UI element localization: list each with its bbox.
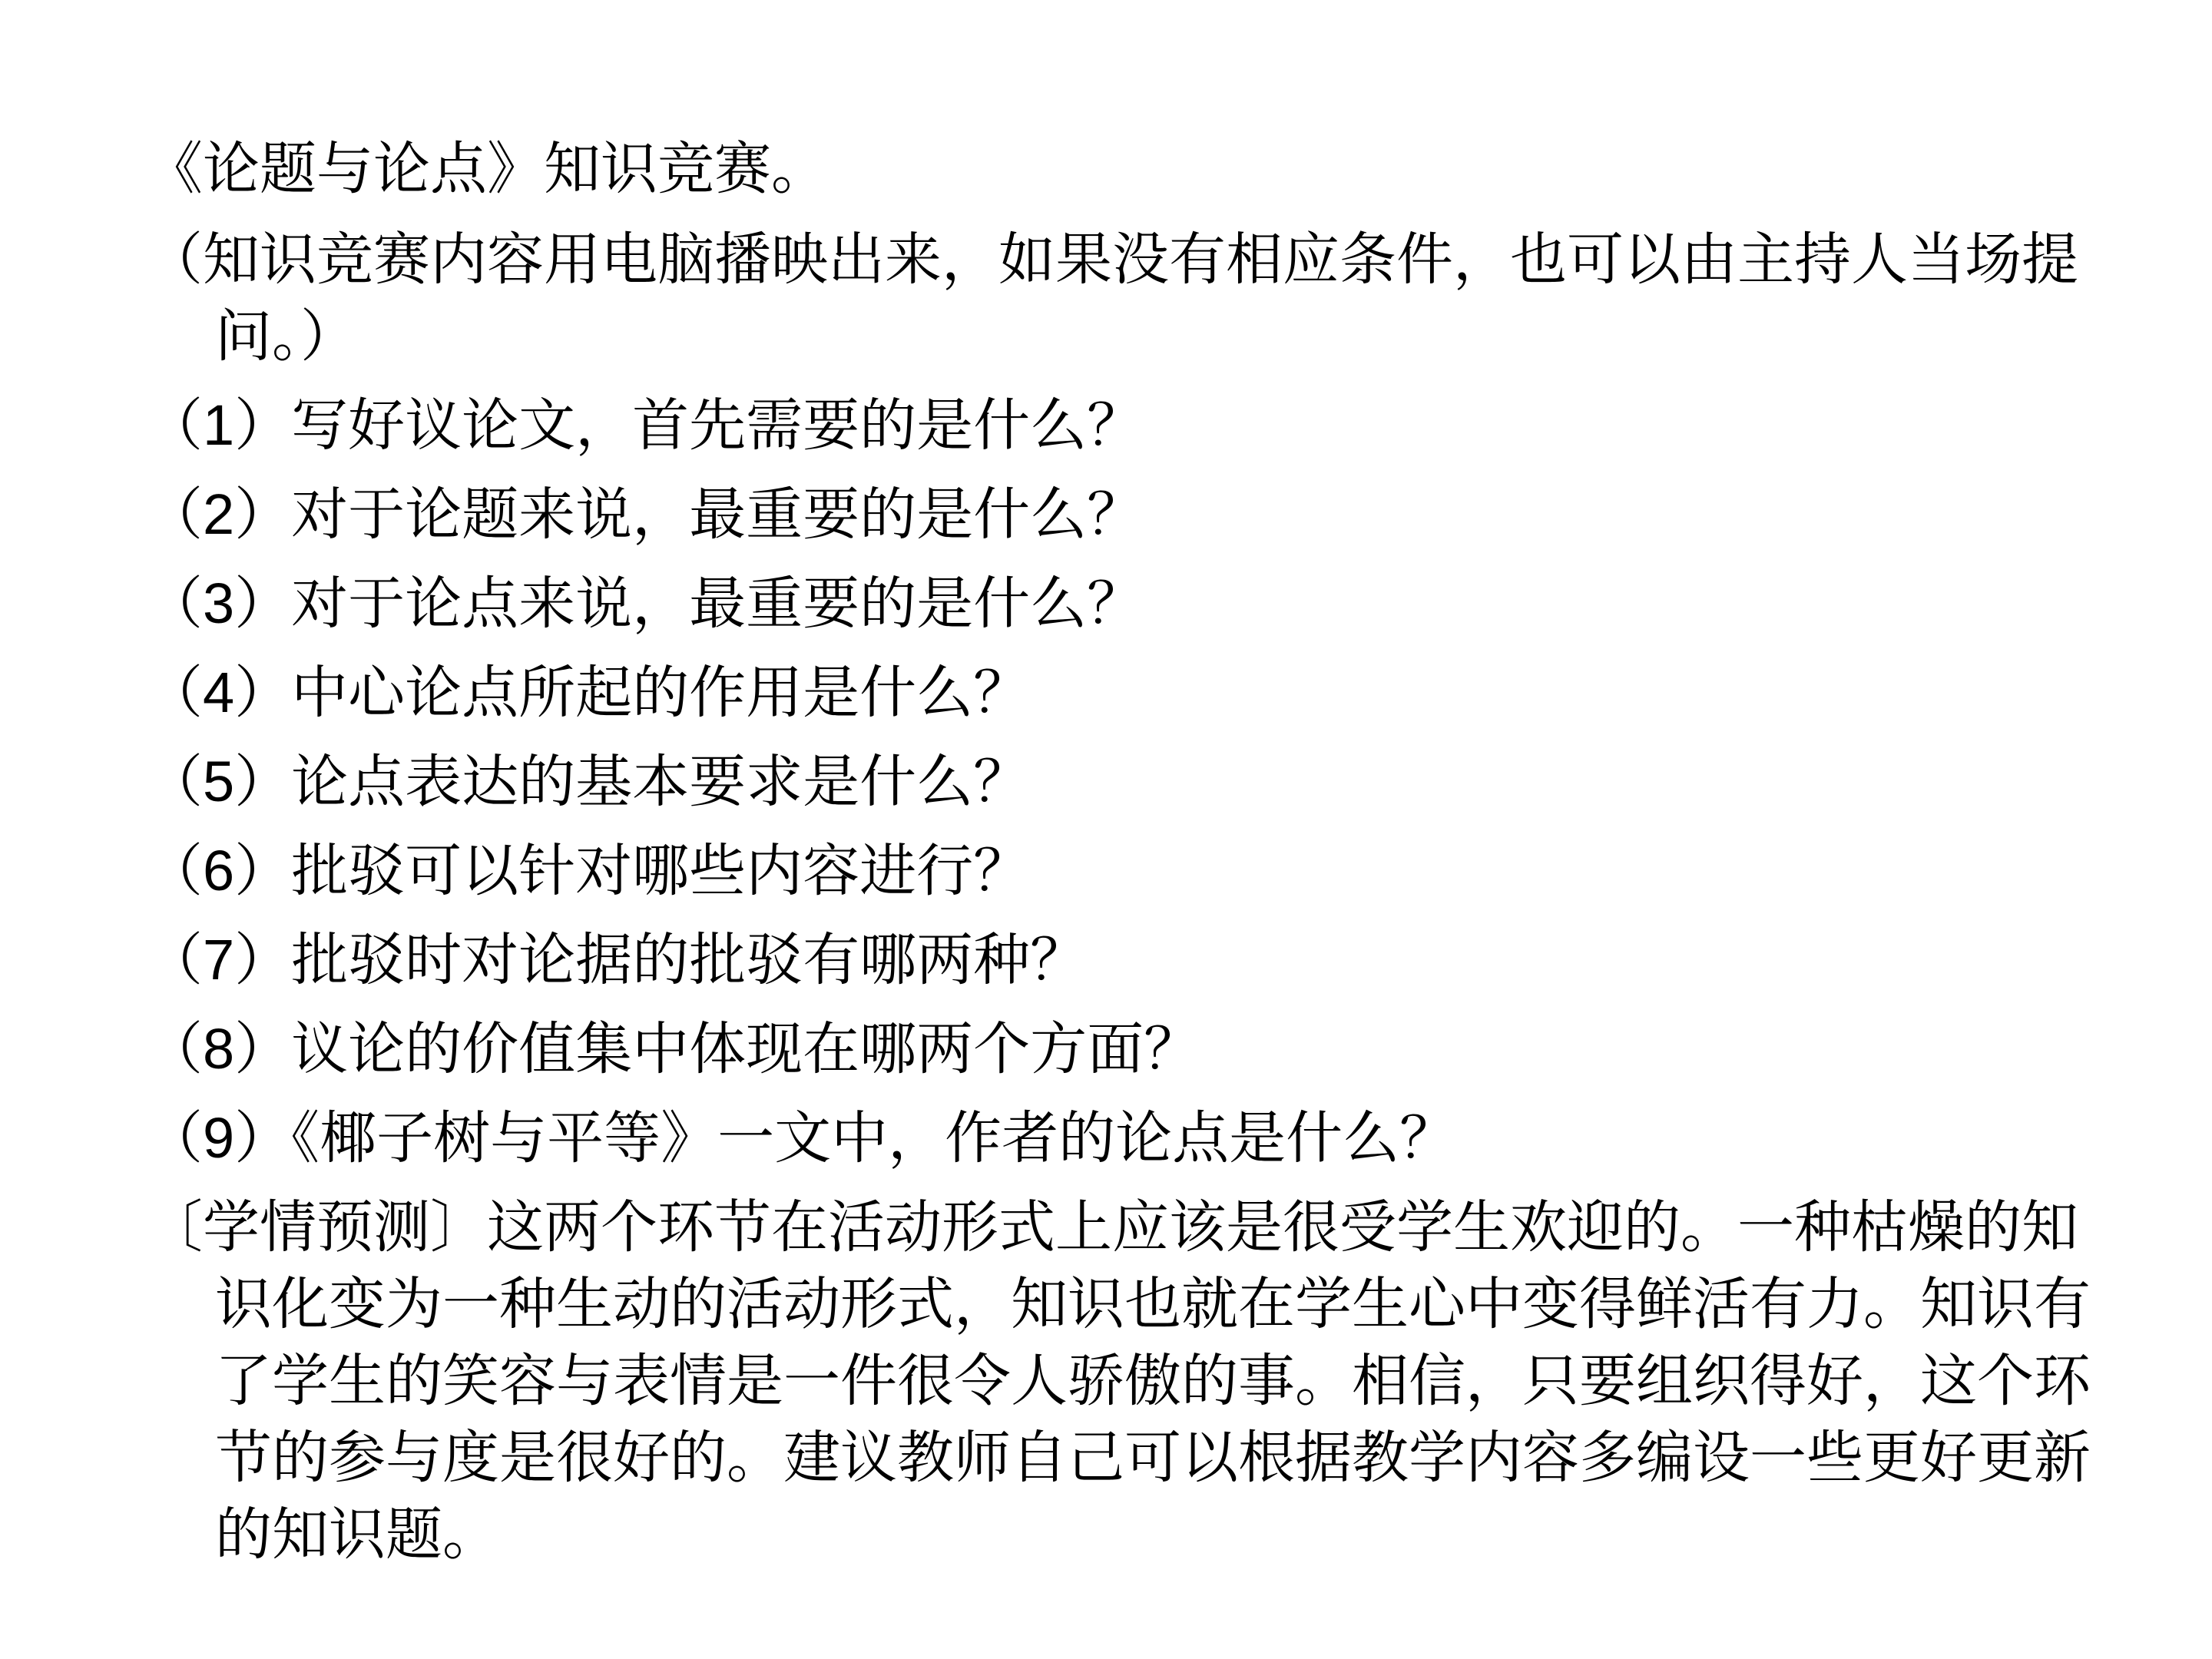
question-item [146, 1100, 2097, 1177]
question-number: （2） [146, 482, 292, 546]
question-text: 批驳可以针对哪些内容进行？ [291, 838, 1031, 904]
question-text: 议论的价值集中体现在哪两个方面？ [291, 1016, 1201, 1082]
question-number: （3） [146, 571, 292, 635]
question-number: （7） [146, 928, 292, 992]
question-item [146, 476, 2097, 553]
activity-note: （知识竞赛内容用电脑播映出来，如果没有相应条件，也可以由主持人当场提问。） [146, 227, 2078, 369]
question-text: 对于论点来说，最重要的是什么？ [291, 571, 1144, 637]
learning-prediction: 〔学情预测〕这两个环节在活动形式上应该是很受学生欢迎的。一种枯燥的知识化变为一种生动的活动形式，知识也就在学生心中变得鲜活有力。知识有了学生的笑容与表情是一件很令人骄傲的事。相信，只要组织得好，这个环节的参与度是很好的。建议教师自己可以根据教学内容多编设一些更好更新的知识题。 [146, 1194, 2091, 1568]
question-number: （9） [146, 1106, 292, 1170]
question-text: 论点表达的基本要求是什么？ [291, 749, 1031, 815]
question-item [146, 1011, 2097, 1088]
question-text: 批驳时对论据的批驳有哪两种？ [291, 927, 1088, 993]
question-item [146, 387, 2097, 464]
slide-title: 《论题与论点》知识竞赛。 [146, 136, 828, 202]
question-item [146, 565, 2097, 642]
question-number: （8） [146, 1017, 292, 1081]
question-item [146, 922, 2097, 998]
question-number: （1） [146, 393, 292, 457]
question-item [146, 654, 2097, 731]
question-text: 对于论题来说，最重要的是什么？ [291, 482, 1144, 548]
question-text: 写好议论文，首先需要的是什么？ [291, 392, 1144, 459]
slide-content [146, 131, 2097, 1585]
question-text: 《椰子树与平等》一文中，作者的论点是什么？ [291, 1105, 1457, 1171]
question-text: 中心论点所起的作用是什么？ [291, 660, 1031, 726]
question-item [146, 833, 2097, 909]
question-number: （4） [146, 661, 292, 724]
question-number: （6） [146, 839, 292, 902]
question-number: （5） [146, 750, 292, 813]
question-item [146, 743, 2097, 820]
